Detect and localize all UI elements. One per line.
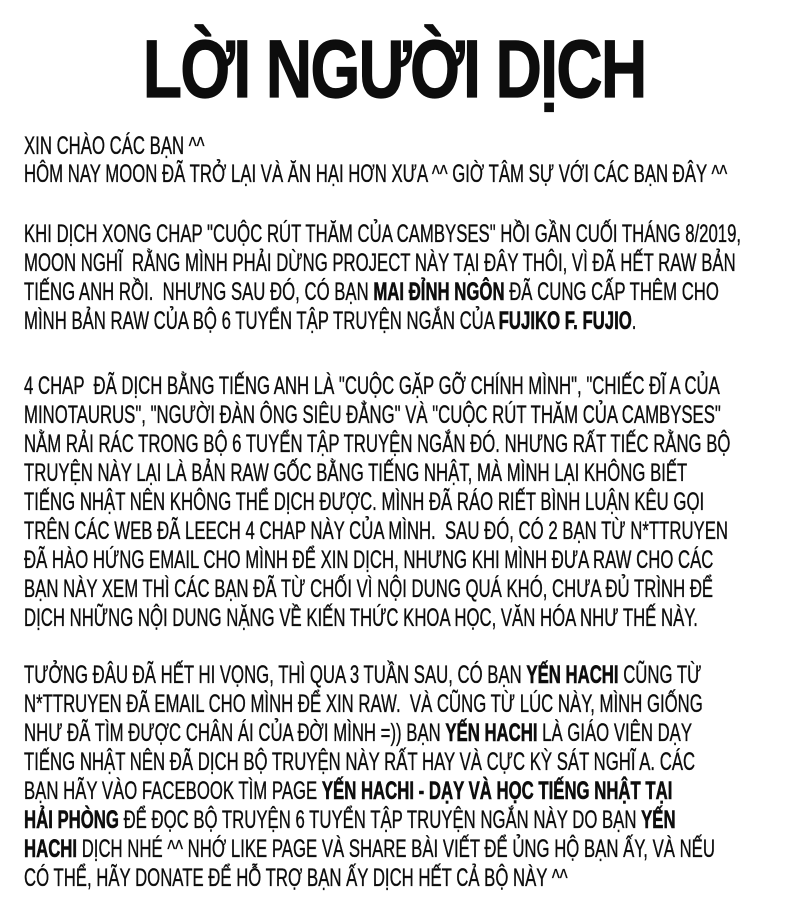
credited-name: YẾN HACHI xyxy=(445,719,538,747)
credited-name: FUJIKO F. FUJIO xyxy=(498,307,632,335)
text-segment: TRÊN CÁC WEB ĐÃ LEECH 4 CHAP NÀY CỦA MÌNH. SAU ĐÓ, CÓ 2 BẠN TỪ N*TTRUYEN xyxy=(24,517,728,545)
text-line xyxy=(24,459,688,488)
text-line xyxy=(24,430,731,459)
text-line xyxy=(24,604,698,633)
text-line xyxy=(24,864,568,893)
text-line xyxy=(24,835,715,864)
text-line xyxy=(24,690,703,719)
text-segment: BẠN HÃY VÀO FACEBOOK TÌM PAGE xyxy=(24,777,322,805)
text-segment: XIN CHÀO CÁC BẠN ^^ xyxy=(24,132,205,160)
text-line xyxy=(24,719,693,748)
text-line xyxy=(24,401,721,430)
paragraph-translation-difficulty xyxy=(24,372,794,633)
text-line xyxy=(24,575,714,604)
text-segment: 4 CHAP ĐÃ DỊCH BẰNG TIẾNG ANH LÀ "CUỘC GẶP GỠ CHÍNH MÌNH", "CHIẾC ĐĨ A CỦA xyxy=(24,372,720,400)
text-line xyxy=(24,249,736,278)
text-line xyxy=(24,748,696,777)
text-segment: LÀ GIÁO VIÊN DẠY xyxy=(537,719,693,747)
text-line xyxy=(24,806,676,835)
text-segment: ĐỂ ĐỌC BỘ TRUYỆN 6 TUYỂN TẬP TRUYỆN NGẮN NÀY DO BẠN xyxy=(118,806,642,834)
text-segment: TIẾNG NHẬT NÊN KHÔNG THỂ DỊCH ĐƯỢC. MÌNH ĐÃ RÁO RIẾT BÌNH LUẬN KÊU GỌI xyxy=(24,488,705,516)
text-line xyxy=(24,160,728,188)
text-segment: TRUYỆN NÀY LẠI LÀ BẢN RAW GỐC BẰNG TIẾNG NHẬT, MÀ MÌNH LẠI KHÔNG BIẾT xyxy=(24,459,688,487)
text-segment: NHƯ ĐÃ TÌM ĐƯỢC CHÂN ÁI CỦA ĐỜI MÌNH =)) BẠN xyxy=(24,719,446,747)
text-segment: ĐÃ HÀO HỨNG EMAIL CHO MÌNH ĐỂ XIN DỊCH, NHƯNG KHI MÌNH ĐƯA RAW CHO CÁC xyxy=(24,546,714,574)
text-line xyxy=(24,517,728,546)
credited-name: MAI ĐỈNH NGÔN xyxy=(373,278,505,306)
text-line xyxy=(24,372,720,401)
text-segment: MÌNH BẢN RAW CỦA BỘ 6 TUYỂN TẬP TRUYỆN NGẮN CỦA xyxy=(24,307,499,335)
text-segment: N*TTRUYEN ĐÃ EMAIL CHO MÌNH ĐỂ XIN RAW. VÀ CŨNG TỪ LÚC NÀY, MÌNH GIỐNG xyxy=(24,690,703,718)
text-segment: CŨNG TỪ xyxy=(618,661,702,689)
text-segment: HÔM NAY MOON ĐÃ TRỞ LẠI VÀ ĂN HẠI HƠN XƯA ^^ GIỜ TÂM SỰ VỚI CÁC BẠN ĐÂY ^^ xyxy=(24,160,728,188)
page-title-text: LỜI NGƯỜI DỊCH xyxy=(142,24,646,115)
credited-name: YẾN xyxy=(641,806,676,834)
text-segment: ĐÃ CUNG CẤP THÊM CHO xyxy=(504,278,719,306)
text-segment: MINOTAURUS", "NGƯỜI ĐÀN ÔNG SIÊU ĐẲNG" VÀ "CUỘC RÚT THĂM CỦA CAMBYSES" xyxy=(24,401,721,429)
text-line xyxy=(24,132,540,160)
text-segment: NẰM RẢI RÁC TRONG BỘ 6 TUYỂN TẬP TRUYỆN NGẮN ĐÓ. NHƯNG RẤT TIẾC RẰNG BỘ xyxy=(24,430,731,458)
credited-name: HẢI PHÒNG xyxy=(24,806,119,834)
text-line xyxy=(24,220,742,249)
text-segment: CÓ THỂ, HÃY DONATE ĐỂ HỖ TRỢ BẠN ẤY DỊCH HẾT CẢ BỘ NÀY ^^ xyxy=(24,864,568,892)
text-line xyxy=(24,546,714,575)
paragraph-yen-hachi-credit xyxy=(24,661,794,893)
text-segment: TƯỞNG ĐÂU ĐÃ HẾT HI VỌNG, THÌ QUA 3 TUẦN SAU, CÓ BẠN xyxy=(24,661,527,689)
credited-name: YẾN HACHI - DẠY VÀ HỌC TIẾNG NHẬT TẠI xyxy=(321,777,673,805)
credited-name: HACHI xyxy=(24,835,78,863)
text-segment: DỊCH NHÉ ^^ NHỚ LIKE PAGE VÀ SHARE BÀI VIẾT ĐỂ ỦNG HỘ BẠN ẤY, VÀ NẾU xyxy=(77,835,715,863)
text-line xyxy=(24,777,673,806)
credited-name: YẾN HACHI xyxy=(526,661,619,689)
text-segment: TIẾNG NHẬT NÊN ĐÃ DỊCH BỘ TRUYỆN NÀY RẤT HAY VÀ CỰC KỲ SÁT NGHĨ A. CÁC xyxy=(24,748,696,776)
text-segment: TIẾNG ANH RỒI. NHƯNG SAU ĐÓ, CÓ BẠN xyxy=(24,278,374,306)
text-segment: MOON NGHĨ RẰNG MÌNH PHẢI DỪNG PROJECT NÀY TẠI ĐÂY THÔI, VÌ ĐÃ HẾT RAW BẢN xyxy=(24,249,736,277)
page-title xyxy=(0,22,798,118)
text-line xyxy=(24,278,719,307)
text-segment: KHI DỊCH XONG CHAP "CUỘC RÚT THĂM CỦA CAMBYSES" HỒI GẦN CUỐI THÁNG 8/2019, xyxy=(24,220,742,248)
text-line xyxy=(24,661,702,690)
text-segment: . xyxy=(631,307,637,335)
text-line xyxy=(24,307,637,336)
text-line xyxy=(24,488,705,517)
text-segment: BẠN NÀY XEM THÌ CÁC BẠN ĐÃ TỪ CHỐI VÌ NỘI DUNG QUÁ KHÓ, CHƯA ĐỦ TRÌNH ĐỂ xyxy=(24,575,714,603)
paragraph-raw-source-credit xyxy=(24,220,794,336)
paragraph-greeting xyxy=(24,132,794,188)
text-segment: DỊCH NHỮNG NỘI DUNG NẶNG VỀ KIẾN THỨC KHOA HỌC, VĂN HÓA NHƯ THẾ NÀY. xyxy=(24,604,698,632)
